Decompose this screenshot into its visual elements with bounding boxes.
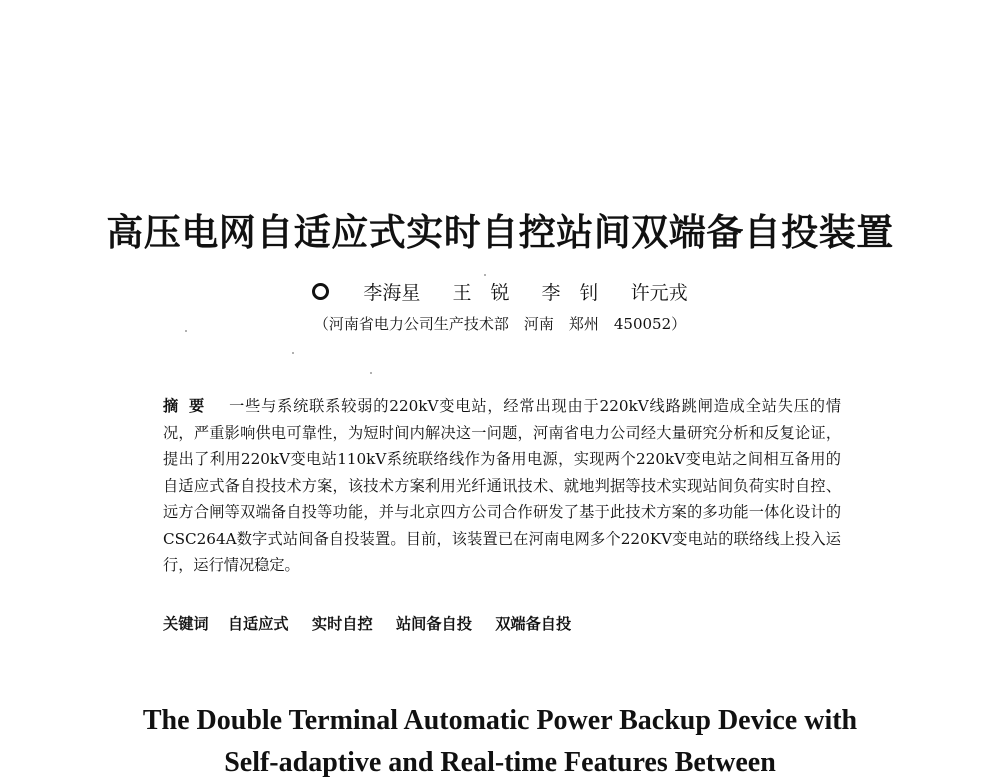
abstract — [163, 393, 841, 579]
scan-speck — [292, 352, 294, 354]
keyword-item: 双端备自投 — [495, 615, 572, 633]
abstract-text: 一些与系统联系较弱的220kV变电站，经常出现由于220kV线路跳闸造成全站失压的情况，严重影响供电可靠性，为短时间内解决这一问题，河南省电力公司经大量研究分析和反复论证，提出了利用220kV变电站110kV系统联络线作为备用电源，实现两个220kV变电站之间相互备用的自适应式备自投技术方案，该技术方案利用光纤通讯技术、就地判据等技术实现站间负荷实时自控、远方合闸等双端备自投等功能，并与北京四方公司合作研发了基于此技术方案的多功能一体化设计的CSC264A数字式站间备自投装置。目前，该装置已在河南电网多个220KV变电站的联络线上投入运行，运行情况稳定。 — [163, 397, 842, 574]
scan-speck — [185, 330, 187, 332]
scan-speck — [484, 274, 486, 276]
english-title — [0, 700, 1000, 784]
author-affiliation: （河南省电力公司生产技术部 河南 郑州 450052） — [313, 315, 687, 333]
abstract-label: 摘要 — [163, 397, 216, 415]
keyword-item: 实时自控 — [311, 615, 373, 633]
chinese-title: 高压电网自适应式实时自控站间双端备自投装置 — [106, 210, 894, 254]
author-line — [0, 280, 1000, 306]
keyword-item: 站间备自投 — [395, 615, 472, 633]
english-title-line: Self-adaptive and Real-time Features Between — [224, 747, 776, 778]
author-name: 王 锐 — [452, 282, 510, 304]
scan-speck — [370, 372, 372, 374]
keywords-label: 关键词 — [163, 615, 209, 633]
circle-marker-icon — [312, 283, 329, 300]
author-name: 李 钊 — [541, 282, 599, 304]
author-name: 许元戎 — [630, 282, 688, 304]
author-name: 李海星 — [363, 282, 421, 304]
keyword-item: 自适应式 — [227, 615, 289, 633]
keywords — [163, 612, 589, 636]
english-title-line: The Double Terminal Automatic Power Backup Device with — [142, 705, 858, 736]
